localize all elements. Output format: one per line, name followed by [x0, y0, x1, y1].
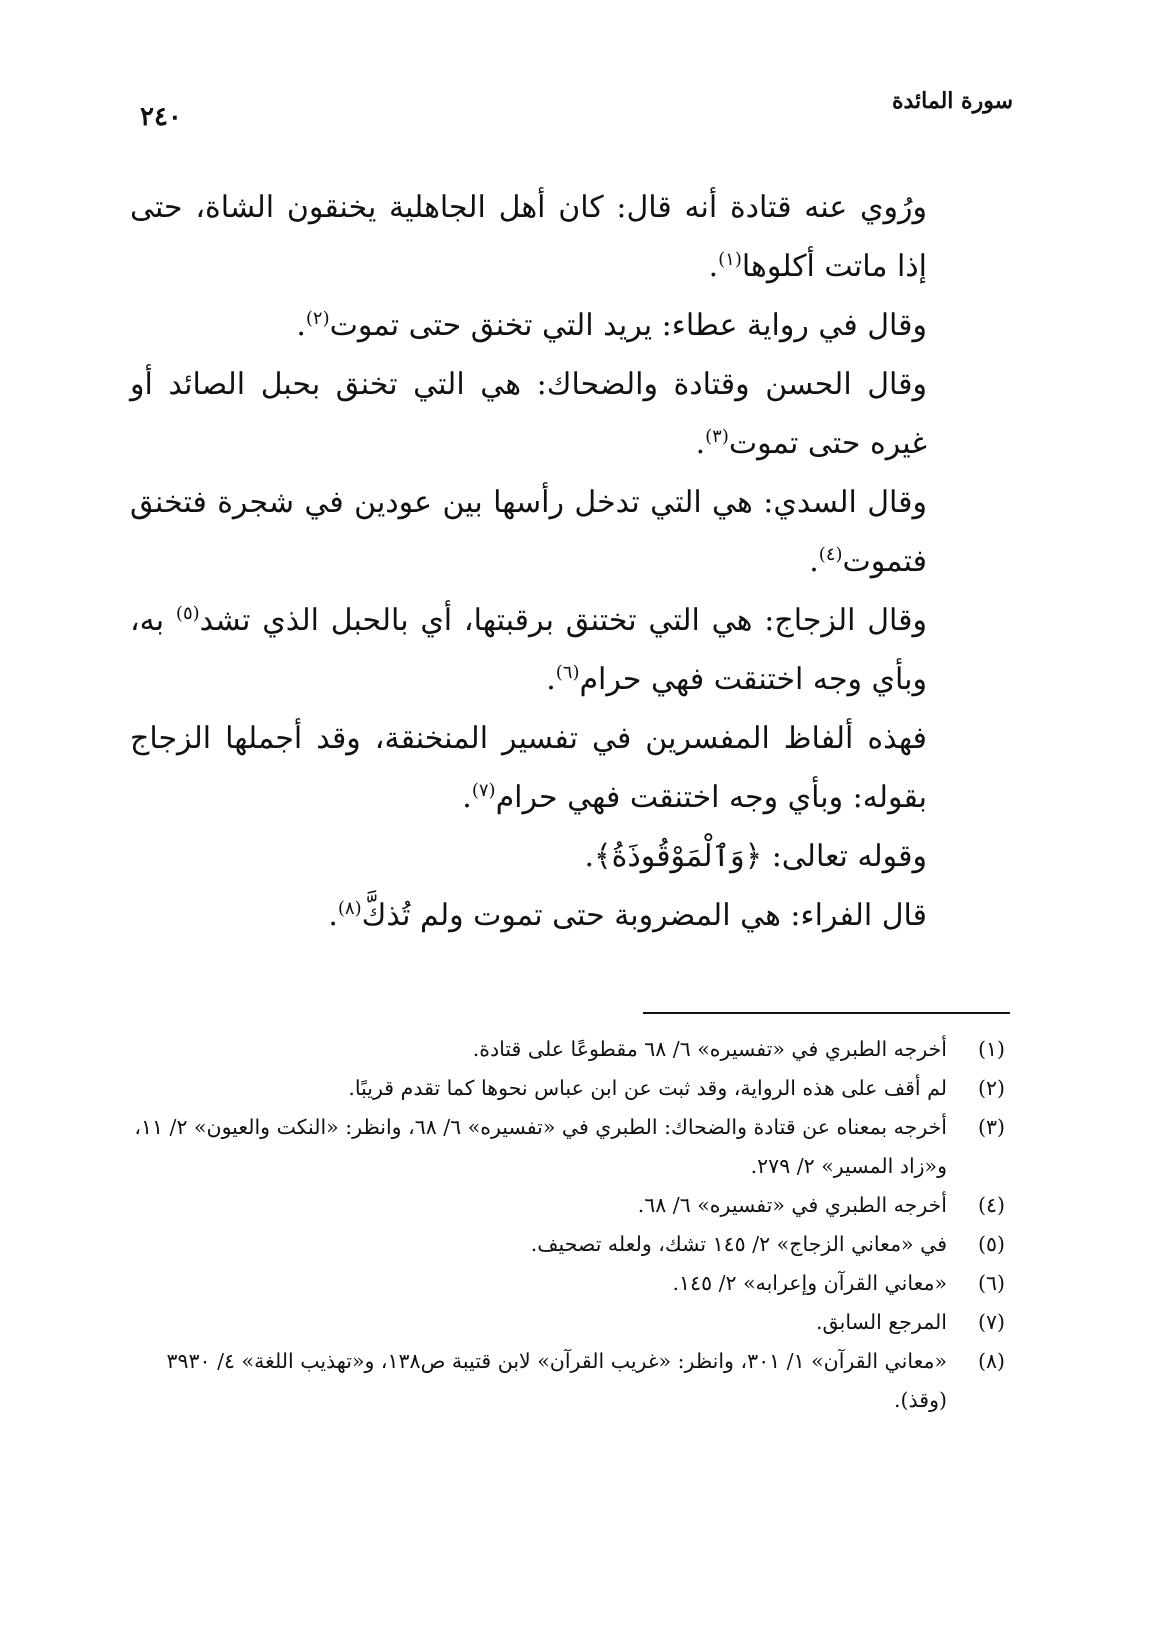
- footnote-text: المرجع السابق.: [816, 1310, 947, 1334]
- footnote-item: [130, 1264, 1013, 1303]
- footnote-number: (٢): [977, 1076, 1005, 1100]
- footnote-number: (٧): [977, 1310, 1005, 1334]
- footnote-text: لم أقف على هذه الرواية، وقد ثبت عن ابن عباس نحوها كما تقدم قريبًا.: [348, 1076, 947, 1100]
- footnote-number: (٨): [977, 1349, 1005, 1373]
- paragraph: وقال الزجاج: هي التي تختنق برقبتها، أي بالحبل الذي تشد$^{(٥)}$ به، وبأي وجه اختنقت فهي حرام$^{(٦)}$.: [130, 603, 928, 697]
- footnote-number: (٤): [977, 1193, 1005, 1217]
- footnote-text: «معاني القرآن وإعرابه» ٢/ ١٤٥.: [672, 1271, 947, 1295]
- paragraph: فهذه ألفاظ المفسرين في تفسير المنخنقة، وقد أجملها الزجاج بقوله: وبأي وجه اختنقت فهي حرام$^{(٧)}$.: [130, 721, 927, 815]
- footnote-text: «معاني القرآن» ١/ ٣٠١، وانظر: «غريب القرآن» لابن قتيبة ص١٣٨، و«تهذيب اللغة» ٤/ ٣٩٣٠ (وقذ).: [166, 1349, 947, 1412]
- footnote-ref: (٦): [555, 662, 580, 683]
- footnote-text: أخرجه بمعناه عن قتادة والضحاك: الطبري في «تفسيره» ٦/ ٦٨، وانظر: «النكت والعيون» ٢/ ١١، و«زاد المسير» ٢/ ٢٧٩.: [134, 1115, 947, 1178]
- page-header: [140, 80, 1013, 140]
- footnote-item: [130, 1303, 1013, 1342]
- footnote-ref: (٧): [471, 780, 496, 801]
- footnote-item: [130, 1030, 1013, 1069]
- footnotes: [130, 1030, 1013, 1420]
- quran-verse: وقوله تعالى: ﴿وَٱلْمَوْقُوذَةُ﴾.: [584, 839, 927, 874]
- paragraph: ورُوي عنه قتادة أنه قال: كان أهل الجاهلية يخنقون الشاة، حتى إذا ماتت أكلوها$^{(١)}$.: [130, 190, 927, 284]
- footnote-number: (٥): [977, 1232, 1005, 1256]
- footnote-text: أخرجه الطبري في «تفسيره» ٦/ ٦٨.: [637, 1193, 947, 1217]
- footnote-number: (٣): [977, 1115, 1005, 1139]
- surah-title: سورة المائدة: [891, 88, 1013, 114]
- footnote-ref: (٢): [305, 308, 330, 329]
- footnote-item: [130, 1225, 1013, 1264]
- page-number: ٢٤٠: [140, 102, 182, 132]
- footnote-ref: (٤): [818, 544, 843, 565]
- footnote-item: [130, 1069, 1013, 1108]
- footnote-ref: (٥): [175, 603, 200, 624]
- paragraph: وقال في رواية عطاء: يريد التي تخنق حتى تموت$^{(٢)}$.: [296, 308, 927, 343]
- footnote-ref: (١): [718, 249, 742, 270]
- paragraph: قال الفراء: هي المضروبة حتى تموت ولم تُذكَّ$^{(٨)}$.: [328, 898, 927, 933]
- footnote-ref: (٣): [705, 426, 729, 447]
- footnote-item: [130, 1342, 1013, 1420]
- paragraph: وقال الحسن وقتادة والضحاك: هي التي تخنق بحبل الصائد أو غيره حتى تموت$^{(٣)}$.: [130, 367, 927, 461]
- paragraph: وقال السدي: هي التي تدخل رأسها بين عودين في شجرة فتخنق فتموت$^{(٤)}$.: [130, 485, 927, 579]
- footnote-item: [130, 1108, 1013, 1186]
- main-text: [130, 178, 1013, 945]
- footnote-item: [130, 1186, 1013, 1225]
- footnote-text: أخرجه الطبري في «تفسيره» ٦/ ٦٨ مقطوعًا على قتادة.: [472, 1037, 947, 1061]
- footnote-number: (٦): [977, 1271, 1005, 1295]
- footnote-text: في «معاني الزجاج» ٢/ ١٤٥ تشك، ولعله تصحيف.: [530, 1232, 947, 1256]
- footnote-separator: [643, 1012, 1010, 1014]
- footnote-number: (١): [977, 1037, 1005, 1061]
- footnote-ref: (٨): [337, 898, 362, 919]
